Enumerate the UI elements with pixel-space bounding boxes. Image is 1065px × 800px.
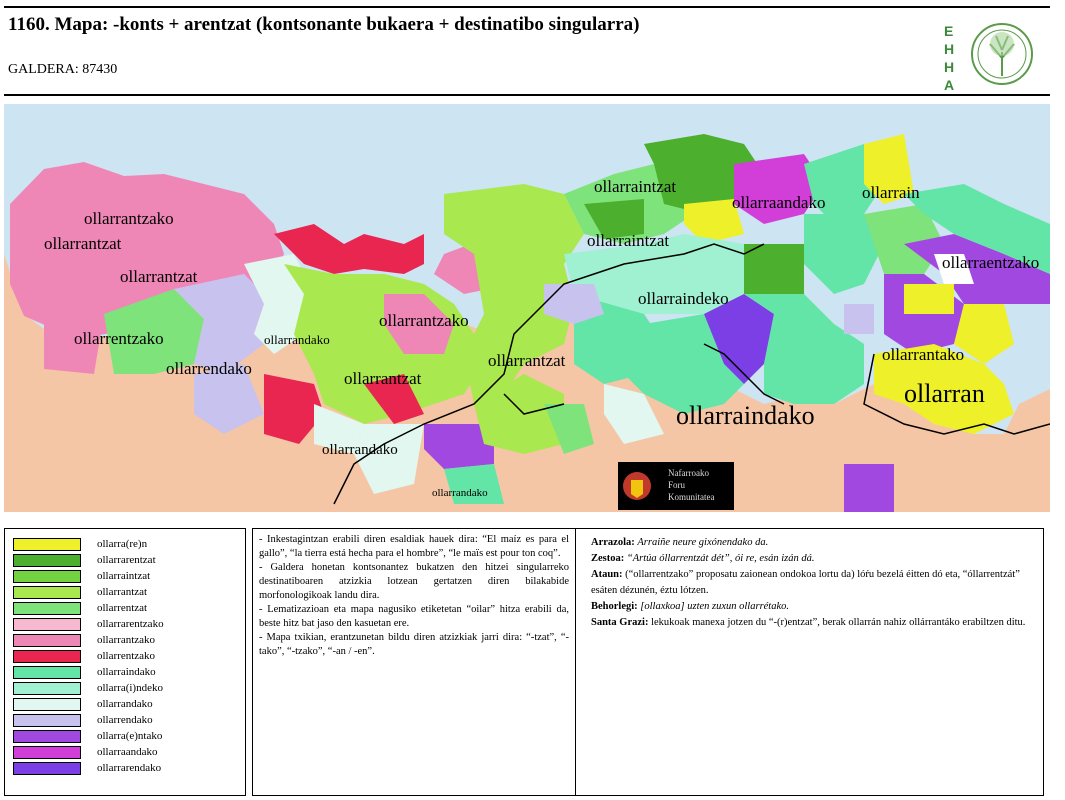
ehha-logo <box>940 14 1040 94</box>
legend-swatch <box>13 650 81 663</box>
map-label: ollarrantzako <box>379 311 469 330</box>
header-rule <box>4 94 1050 96</box>
locality-text: [ollaxkoa] uzten zuxun ollarrétako. <box>640 601 790 612</box>
legend-label: ollarrantzat <box>97 586 148 598</box>
legend-swatch <box>13 586 81 599</box>
map-label: ollarrain <box>862 183 920 202</box>
legend-label: ollarrentzako <box>97 650 156 662</box>
legend-item <box>13 569 150 583</box>
inset-label: Komunitatea <box>668 492 715 502</box>
legend-label: ollarra(e)ntako <box>97 730 163 742</box>
map-label: ollarraintzat <box>594 177 677 196</box>
legend-label: ollarra(i)ndeko <box>97 682 163 694</box>
locality-text: (“ollarrentzako” proposatu zaionean ondokoa lortu da) lóŕu bezelá éitten dó eta, “óllarrentzát” esáten dézunén, éztu lótzen. <box>591 569 1020 596</box>
legend-item <box>13 617 164 631</box>
svg-text:A: A <box>944 77 955 93</box>
top-rule <box>4 6 1050 8</box>
locality-name: Ataun: <box>591 569 623 580</box>
map-label: ollarraindako <box>676 401 815 430</box>
notes-panel <box>252 528 1044 796</box>
locality-name: Zestoa: <box>591 553 625 564</box>
map-label: ollarraentzako <box>942 253 1040 272</box>
legend-label: ollarrandako <box>97 698 153 710</box>
legend-swatch <box>13 538 81 551</box>
legend-item <box>13 697 153 711</box>
legend-item <box>13 665 156 679</box>
map-label: ollarrantzako <box>84 209 174 228</box>
map-label: ollarrendako <box>166 359 252 378</box>
inset-label: Foru <box>668 480 686 490</box>
legend-swatch <box>13 634 81 647</box>
map-label: ollarrantzat <box>44 234 122 253</box>
locality-text: “Artúa óllarrentzát dét”, ói re, esán izán dá. <box>626 553 815 564</box>
locality-text: lekukoak manexa jotzen du “-(r)entzat”, berak ollarrán nahiz ollárrantáko erabiltzen ditu. <box>651 617 1026 628</box>
legend-label: ollarraindako <box>97 666 156 678</box>
legend-label: ollarraandako <box>97 746 158 758</box>
locality-text: Arraiñe neure gixónendako da. <box>637 537 769 548</box>
legend-swatch <box>13 570 81 583</box>
legend-item <box>13 729 162 743</box>
legend-item <box>13 633 155 647</box>
legend-label: ollarraintzat <box>97 570 151 582</box>
map-label: ollarrandako <box>264 332 330 347</box>
dialect-map <box>4 104 1050 512</box>
legend-label: ollarrentzat <box>97 602 148 614</box>
legend-item <box>13 585 147 599</box>
legend-swatch <box>13 666 81 679</box>
legend-item <box>13 537 147 551</box>
locality-note <box>591 599 1031 615</box>
legend-swatch <box>13 762 81 775</box>
page-frame <box>4 6 1050 794</box>
map-label: ollarrandako <box>322 442 398 458</box>
legend-swatch <box>13 714 81 727</box>
map-legend <box>4 528 246 796</box>
legend-item <box>13 713 153 727</box>
legend-label: ollarrendako <box>97 714 153 726</box>
map-label: ollarrantzat <box>344 369 422 388</box>
legend-item <box>13 761 161 775</box>
map-label: ollarrantzat <box>120 267 198 286</box>
note-paragraph: - Mapa txikian, erantzunetan bildu diren atzizkiak jarri dira: “-tzat”, “-tako”, “-tzako”, “-an / -en”. <box>259 632 569 657</box>
locality-note <box>591 615 1031 631</box>
legend-item <box>13 649 155 663</box>
legend-swatch <box>13 554 81 567</box>
legend-item <box>13 553 156 567</box>
question-number: GALDERA: 87430 <box>8 62 118 77</box>
legend-label: ollarrantzako <box>97 634 156 646</box>
map-label: ollarraintzat <box>587 231 670 250</box>
map-label: ollarrentzako <box>74 329 164 348</box>
legend-swatch <box>13 682 81 695</box>
legend-label: ollarrarendako <box>97 762 162 774</box>
notes-locality-comments <box>591 535 1031 631</box>
locality-note <box>591 567 1031 599</box>
svg-text:E: E <box>944 23 954 39</box>
locality-note <box>591 551 1031 567</box>
legend-swatch <box>13 698 81 711</box>
legend-swatch <box>13 602 81 615</box>
map-label: ollarraandako <box>732 193 826 212</box>
notes-methodology <box>259 533 569 659</box>
legend-swatch <box>13 618 81 631</box>
map-label: ollarran <box>904 379 985 408</box>
legend-label: ollarrarentzako <box>97 618 164 630</box>
legend-label: ollarrarentzat <box>97 554 156 566</box>
legend-item <box>13 681 163 695</box>
map-label: ollarraindeko <box>638 289 729 308</box>
note-paragraph: - Inkestagintzan erabili diren esaldiak hauek dira: “El maíz es para el gallo”, “la tierra está hecha para el hombre”, “le maïs est pour ton coq”. <box>259 534 569 559</box>
svg-text:H: H <box>944 41 955 57</box>
locality-name: Santa Grazi: <box>591 617 649 628</box>
map-label: ollarrantzat <box>488 351 566 370</box>
legend-label: ollarra(re)n <box>97 538 148 550</box>
svg-text:H: H <box>944 59 955 75</box>
map-label: ollarrandako <box>432 487 488 499</box>
legend-item <box>13 745 157 759</box>
inset-label: Nafarroako <box>668 468 709 478</box>
legend-item <box>13 601 147 615</box>
note-paragraph: - Galdera honetan kontsonantez bukatzen den hitzei singularreko destinatiboaren atzizkia lotzean gertatzen diren bilakabide morfonologikoak landu dira. <box>259 562 569 601</box>
locality-name: Arrazola: <box>591 537 635 548</box>
page-title: 1160. Mapa: -konts + arentzat (kontsonante bukaera + destinatibo singularra) <box>8 14 640 35</box>
notes-divider <box>575 529 576 795</box>
map-label: ollarrantako <box>882 345 965 364</box>
locality-note <box>591 535 1031 551</box>
locality-name: Behorlegi: <box>591 601 638 612</box>
note-paragraph: - Lematizazioan eta mapa nagusiko etiketetan “oilar” hitza erabili da, beste hitz bat jaso den kasuetan ere. <box>259 604 569 629</box>
legend-swatch <box>13 730 81 743</box>
legend-swatch <box>13 746 81 759</box>
